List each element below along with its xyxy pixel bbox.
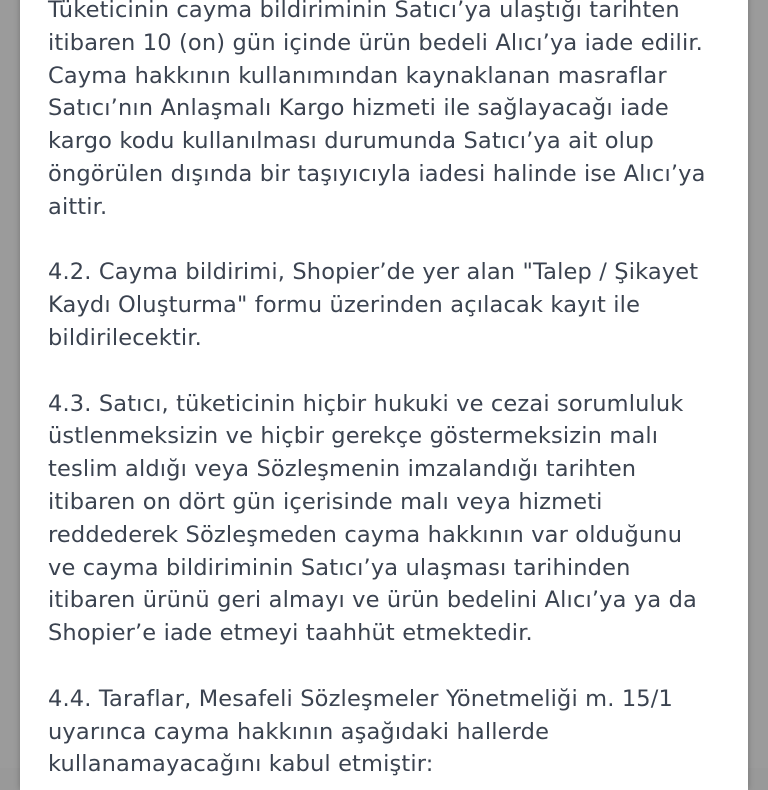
paragraph-4-3: 4.3. Satıcı, tüketicinin hiçbir hukuki ve cezai sorumluluk üstlenmeksizin ve hiçbir gerekçe göstermeksizin malı teslim aldığı veya Sözleşmenin imzalandığı tarihten itibaren on dört gün içerisinde malı veya hizmeti reddederek Sözleşmeden cayma hakkının var olduğunu ve cayma bildiriminin Satıcı’ya ulaşması tarihinden itibaren ürünü geri almayı ve ürün bedelini Alıcı’ya ya da Shopier’e iade etmeyi taahhüt etmektedir.	[48, 390, 697, 647]
contract-modal	[20, 0, 748, 790]
paragraph-4-4: 4.4. Taraflar, Mesafeli Sözleşmeler Yönetmeliği m. 15/1 uyarınca cayma hakkının aşağıdaki hallerde kullanamayacağını kabul etmiştir:	[48, 685, 673, 778]
paragraph-4-2: 4.2. Cayma bildirimi, Shopier’de yer alan "Talep / Şikayet Kaydı Oluşturma" formu üzerinden açılacak kayıt ile bildirilecektir.	[48, 259, 699, 351]
paragraph-refund-terms: Tüketicinin cayma bildiriminin Satıcı’ya ulaştığı tarihten itibaren 10 (on) gün içinde ürün bedeli Alıcı’ya iade edilir. Cayma hakkının kullanımından kaynaklanan masraflar Satıcı’nın Anlaşmalı Kargo hizmeti ile sağlayacağı iade kargo kodu kullanılması durumunda Satıcı’ya ait olup öngörülen dışında bir taşıyıcıyla iadesi halinde ise Alıcı’ya aittir.	[48, 0, 706, 220]
contract-text[interactable]	[48, 0, 728, 790]
